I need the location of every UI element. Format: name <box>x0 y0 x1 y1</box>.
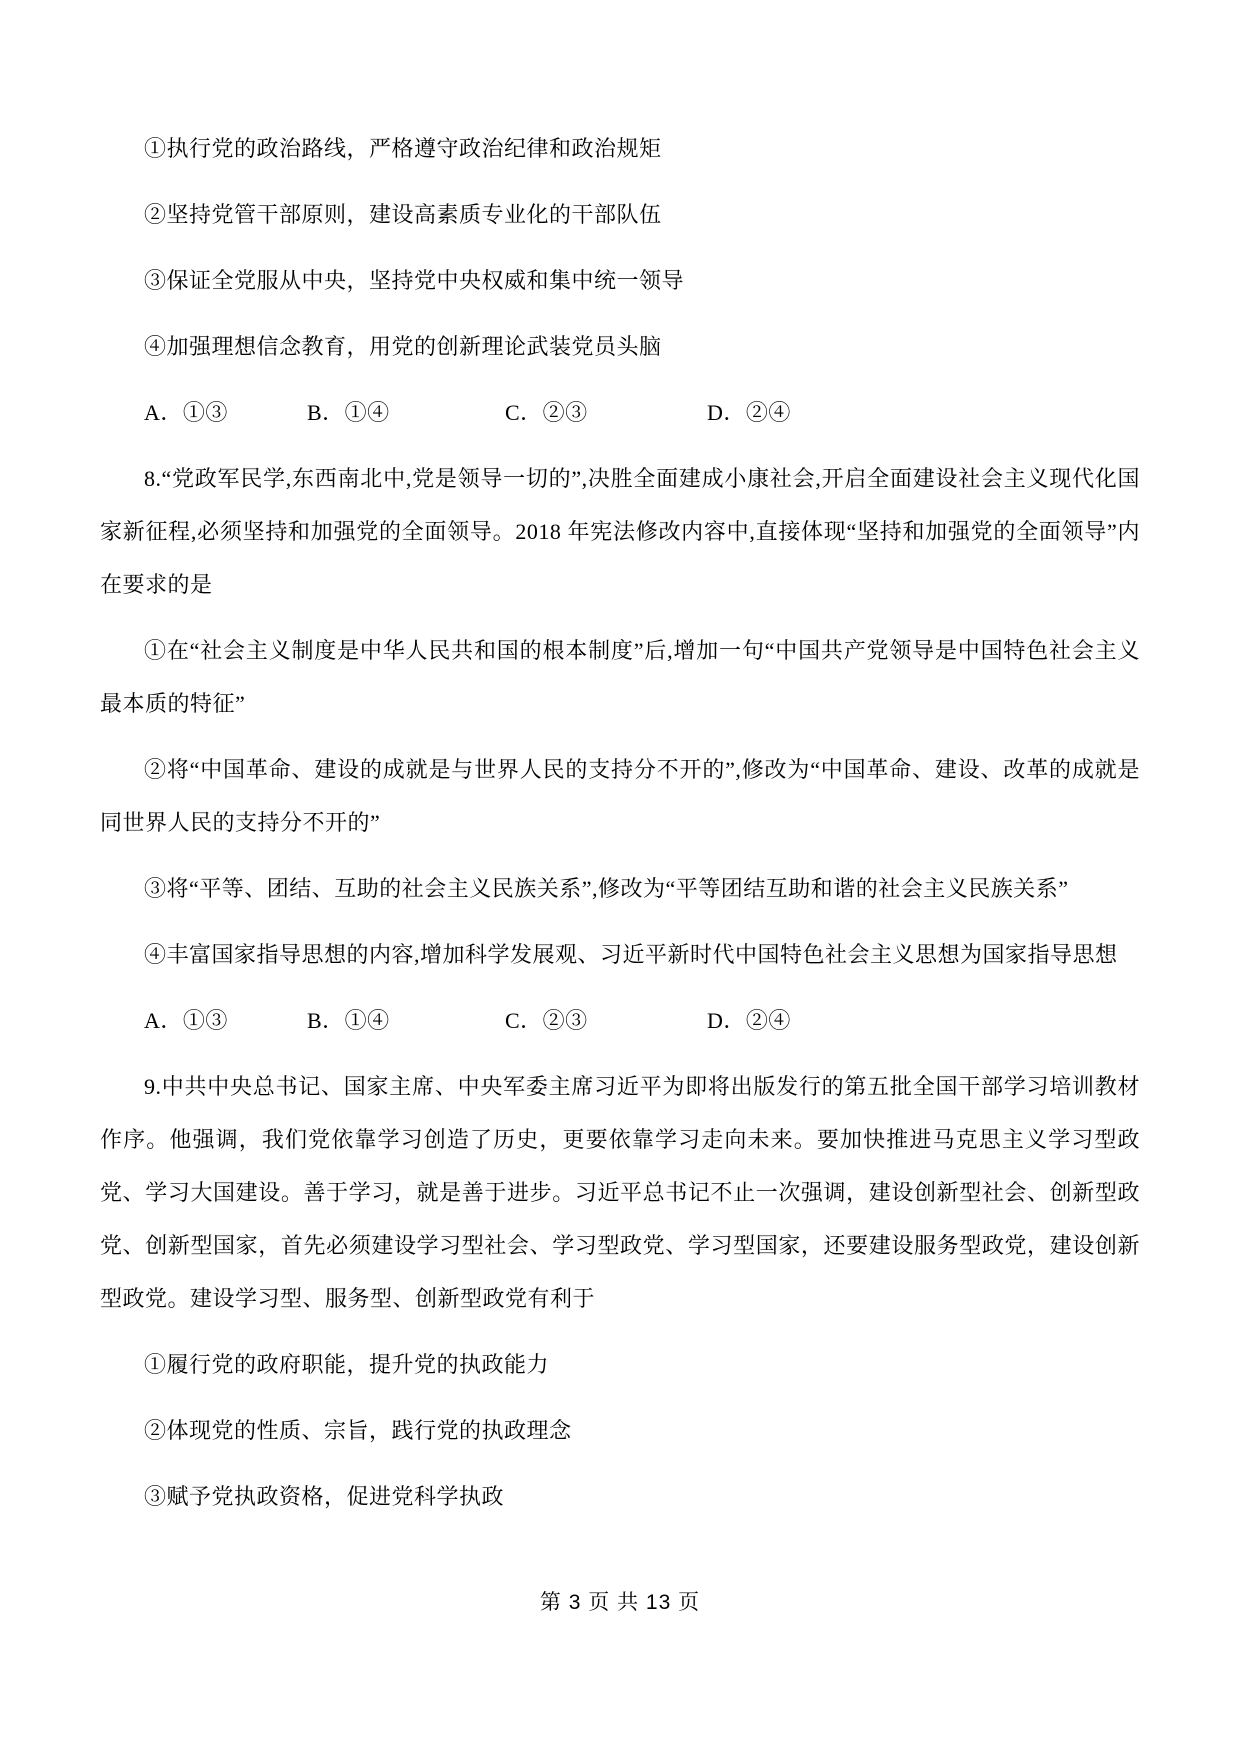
statement-item-3: ③赋予党执政资格，促进党科学执政 <box>144 1484 505 1509</box>
statement-item-4: ④加强理想信念教育，用党的创新理论武装党员头脑 <box>144 334 662 359</box>
statement-item-1: ①在“社会主义制度是中华人民共和国的根本制度”后,增加一句“中国共产党领导是中国特色社会主义最本质的特征” <box>100 638 1140 716</box>
choice-b: B．①④ <box>307 400 390 425</box>
question-9 <box>100 1060 1140 1523</box>
question-stem: 8.“党政军民学,东西南北中,党是领导一切的”,决胜全面建成小康社会,开启全面建设社会主义现代化国家新征程,必须坚持和加强党的全面领导。2018 年宪法修改内容中,直接体现“坚持和加强党的全面领导”内在要求的是 <box>100 466 1140 597</box>
choice-a: A．①③ <box>144 1008 228 1033</box>
choice-c: C．②③ <box>505 1008 588 1033</box>
choices-row <box>100 994 1140 1047</box>
statement-item-2: ②将“中国革命、建设的成就是与世界人民的支持分不开的”,修改为“中国革命、建设、改革的成就是同世界人民的支持分不开的” <box>100 757 1140 835</box>
question-7-options <box>100 122 1140 439</box>
choice-d: D．②④ <box>707 1008 791 1033</box>
choice-a: A．①③ <box>144 400 228 425</box>
statement-item-2: ②坚持党管干部原则，建设高素质专业化的干部队伍 <box>144 202 662 227</box>
statement-item-1: ①履行党的政府职能，提升党的执政能力 <box>144 1352 550 1377</box>
statement-item-1: ①执行党的政治路线，严格遵守政治纪律和政治规矩 <box>144 136 662 161</box>
question-8 <box>100 452 1140 1047</box>
statement-item-4: ④丰富国家指导思想的内容,增加科学发展观、习近平新时代中国特色社会主义思想为国家指导思想 <box>144 942 1118 967</box>
page-number-footer: 第 3 页 共 13 页 <box>539 1591 701 1614</box>
statement-item-3: ③保证全党服从中央，坚持党中央权威和集中统一领导 <box>144 268 685 293</box>
choice-d: D．②④ <box>707 400 791 425</box>
choices-row <box>100 386 1140 439</box>
question-stem: 9.中共中央总书记、国家主席、中央军委主席习近平为即将出版发行的第五批全国干部学习培训教材作序。他强调，我们党依靠学习创造了历史，更要依靠学习走向未来。要加快推进马克思主义学习型政党、学习大国建设。善于学习，就是善于进步。习近平总书记不止一次强调，建设创新型社会、创新型政党、创新型国家，首先必须建设学习型社会、学习型政党、学习型国家，还要建设服务型政党，建设创新型政党。建设学习型、服务型、创新型政党有利于 <box>100 1074 1140 1311</box>
statement-item-2: ②体现党的性质、宗旨，践行党的执政理念 <box>144 1418 572 1443</box>
choice-b: B．①④ <box>307 1008 390 1033</box>
statement-item-3: ③将“平等、团结、互助的社会主义民族关系”,修改为“平等团结互助和谐的社会主义民族关系” <box>144 876 1069 901</box>
choice-c: C．②③ <box>505 400 588 425</box>
